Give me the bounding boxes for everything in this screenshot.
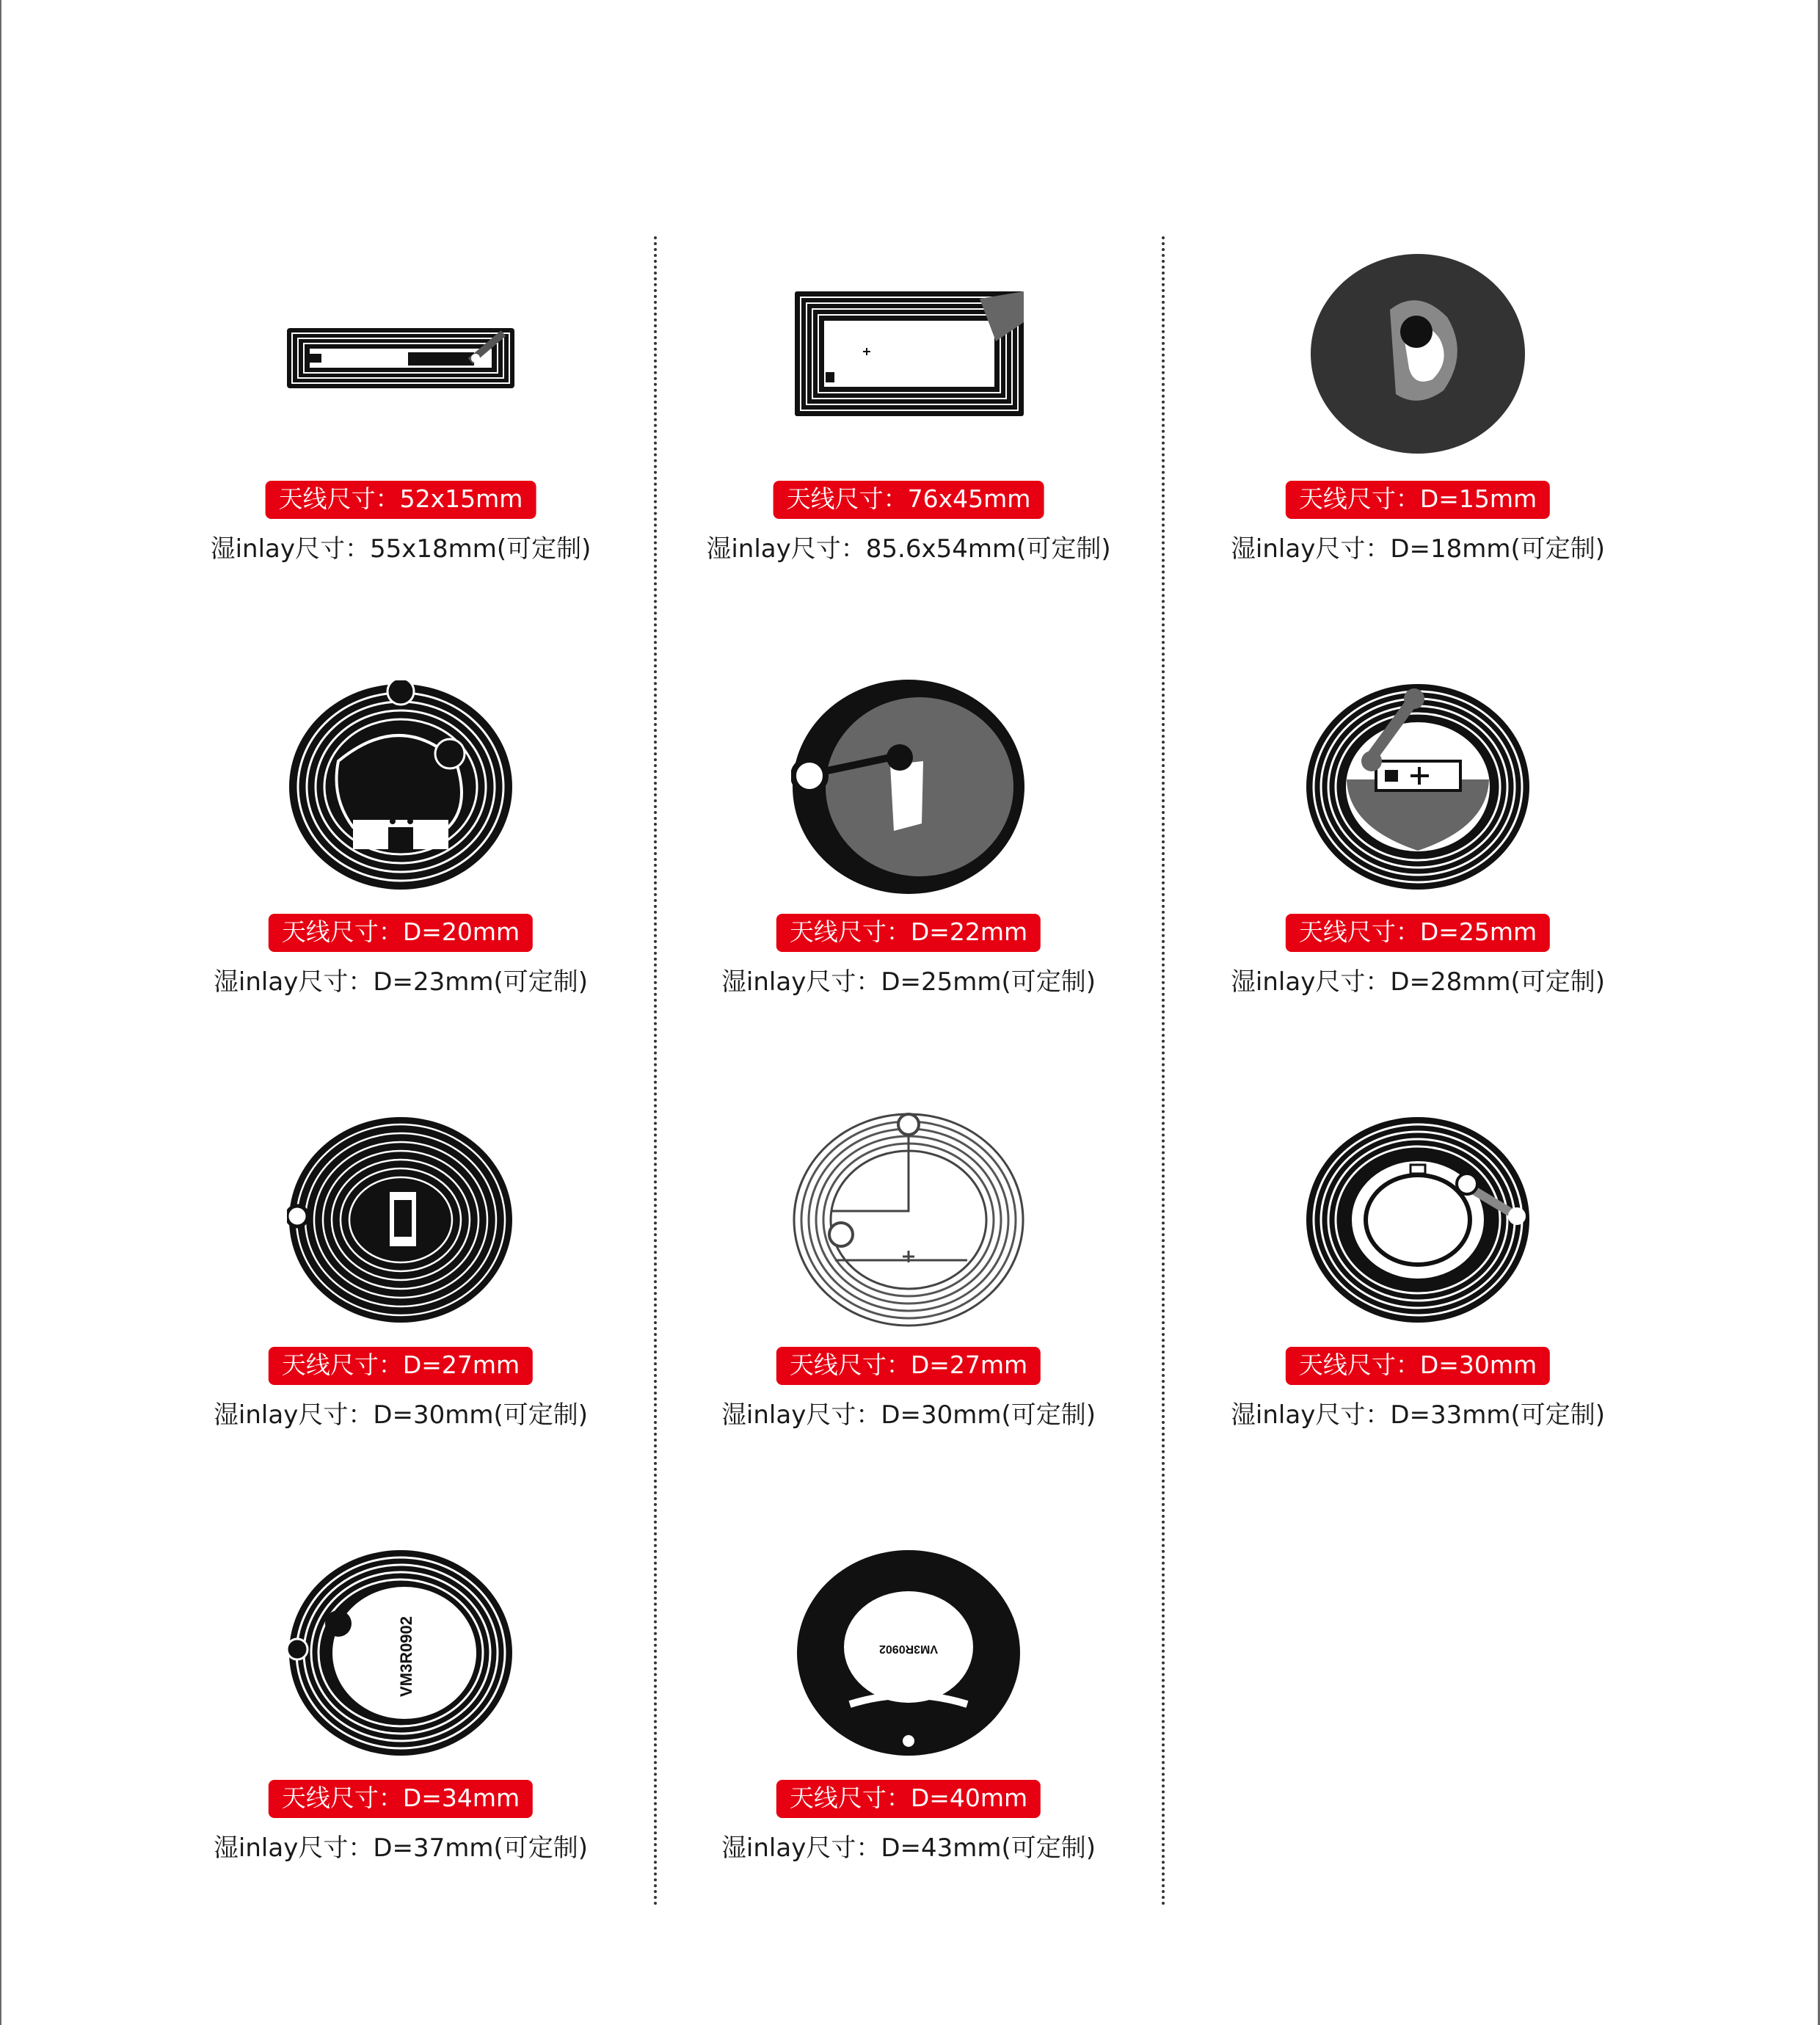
antenna-size-badge: 天线尺寸：D=27mm xyxy=(269,1347,533,1385)
product-card xyxy=(655,1102,1162,1535)
antenna-size-badge: 天线尺寸：52x15mm xyxy=(266,481,536,519)
inlay-size-text: 湿inlay尺寸：D=33mm(可定制) xyxy=(1230,1400,1606,1430)
product-card xyxy=(1164,236,1672,669)
rfid-rect-small-icon xyxy=(147,244,655,464)
rfid-disc-34-icon xyxy=(147,1543,655,1763)
chip-marking-text: VM3R0902 xyxy=(878,1643,939,1655)
inlay-size-text: 湿inlay尺寸：D=25mm(可定制) xyxy=(721,967,1096,997)
product-card xyxy=(655,236,1162,669)
antenna-size-badge: 天线尺寸：76x45mm xyxy=(774,481,1044,519)
inlay-size-text: 湿inlay尺寸：D=23mm(可定制) xyxy=(213,967,589,997)
antenna-size-badge: 天线尺寸：D=22mm xyxy=(776,914,1041,952)
product-card xyxy=(147,669,655,1102)
product-card xyxy=(1164,1102,1672,1535)
product-card xyxy=(147,1535,655,1968)
inlay-size-text: 湿inlay尺寸：D=18mm(可定制) xyxy=(1230,534,1606,564)
antenna-size-badge: 天线尺寸：D=25mm xyxy=(1286,914,1550,952)
rfid-disc-22-icon xyxy=(655,677,1162,897)
antenna-size-badge: 天线尺寸：D=40mm xyxy=(776,1780,1041,1818)
inlay-size-text: 湿inlay尺寸：D=28mm(可定制) xyxy=(1230,967,1606,997)
inlay-size-text: 湿inlay尺寸：55x18mm(可定制) xyxy=(210,534,592,564)
inlay-size-text: 湿inlay尺寸：D=30mm(可定制) xyxy=(213,1400,589,1430)
product-card xyxy=(1164,669,1672,1102)
rfid-disc-20-icon xyxy=(147,677,655,897)
rfid-disc-27a-icon xyxy=(147,1110,655,1330)
page-frame-left xyxy=(0,0,1,2025)
product-card xyxy=(147,1102,655,1535)
product-card xyxy=(147,236,655,669)
antenna-size-badge: 天线尺寸：D=30mm xyxy=(1286,1347,1550,1385)
rfid-disc-25-icon xyxy=(1164,677,1672,897)
product-card xyxy=(655,669,1162,1102)
rfid-disc-30-icon xyxy=(1164,1110,1672,1330)
inlay-size-text: 湿inlay尺寸：D=37mm(可定制) xyxy=(213,1833,589,1863)
product-card xyxy=(655,1535,1162,1968)
rfid-disc-40-icon xyxy=(655,1543,1162,1763)
rfid-disc-15-icon xyxy=(1164,244,1672,464)
inlay-size-text: 湿inlay尺寸：D=43mm(可定制) xyxy=(721,1833,1096,1863)
antenna-size-badge: 天线尺寸：D=15mm xyxy=(1286,481,1550,519)
rfid-rect-card-icon xyxy=(655,244,1162,464)
antenna-size-badge: 天线尺寸：D=34mm xyxy=(269,1780,533,1818)
chip-marking-text: VM3R0902 xyxy=(397,1615,415,1698)
antenna-size-badge: 天线尺寸：D=27mm xyxy=(776,1347,1041,1385)
rfid-disc-27b-icon xyxy=(655,1110,1162,1330)
inlay-size-text: 湿inlay尺寸：85.6x54mm(可定制) xyxy=(706,534,1111,564)
antenna-size-badge: 天线尺寸：D=20mm xyxy=(269,914,533,952)
inlay-size-text: 湿inlay尺寸：D=30mm(可定制) xyxy=(721,1400,1096,1430)
